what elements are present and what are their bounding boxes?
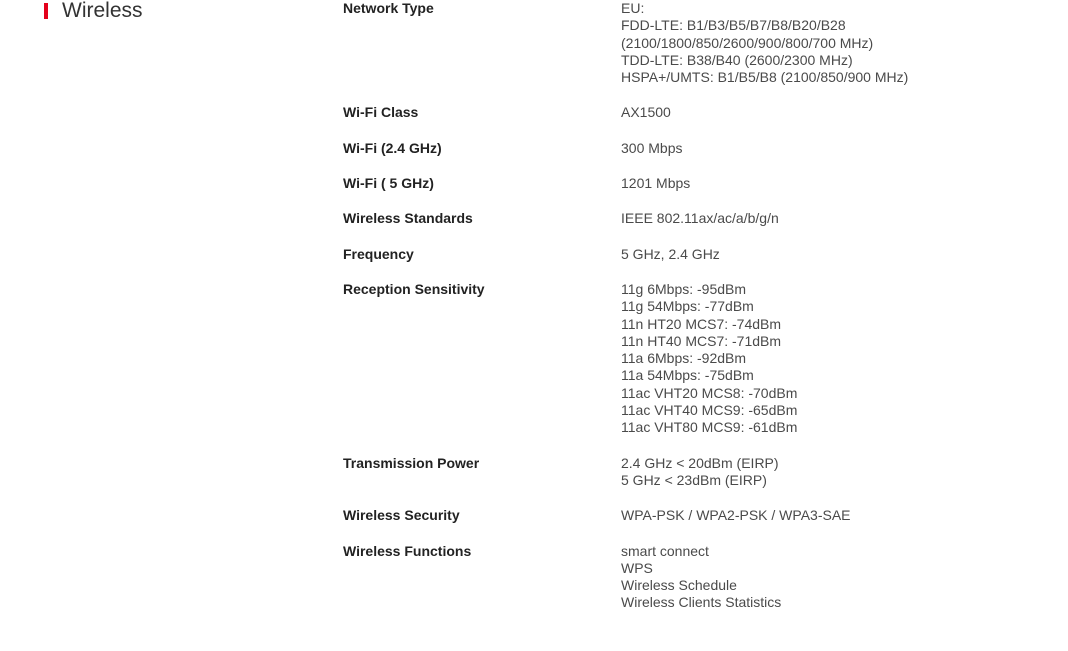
spec-label: Network Type [343, 0, 434, 16]
spec-label: Wi-Fi Class [343, 104, 419, 121]
spec-label: Wireless Standards [343, 210, 473, 227]
spec-values [621, 104, 1043, 121]
spec-values [621, 543, 1043, 612]
spec-value: TDD-LTE: B38/B40 (2600/2300 MHz) [621, 51, 853, 68]
spec-value: 11ac VHT40 MCS9: -65dBm [621, 402, 798, 419]
spec-label: Frequency [343, 245, 414, 262]
spec-value: Wireless Clients Statistics [621, 594, 782, 611]
spec-row [343, 455, 1043, 490]
spec-value: WPS [621, 559, 653, 576]
spec-value: IEEE 802.11ax/ac/a/b/g/n [621, 210, 779, 227]
section-header [44, 0, 143, 22]
spec-values [621, 140, 1043, 157]
spec-value: 2.4 GHz < 20dBm (EIRP) [621, 454, 779, 471]
spec-value: 5 GHz < 23dBm (EIRP) [621, 471, 767, 488]
spec-label: Wireless Security [343, 507, 460, 524]
spec-table [343, 0, 1043, 630]
spec-value: WPA-PSK / WPA2-PSK / WPA3-SAE [621, 507, 851, 524]
spec-value: 11ac VHT20 MCS8: -70dBm [621, 384, 798, 401]
spec-value: HSPA+/UMTS: B1/B5/B8 (2100/850/900 MHz) [621, 69, 909, 86]
spec-value: 11g 6Mbps: -95dBm [621, 280, 747, 297]
spec-value: smart connect [621, 542, 709, 559]
section-title: Wireless [62, 0, 143, 22]
spec-value: 300 Mbps [621, 139, 683, 156]
spec-row [343, 140, 1043, 157]
spec-value: 11n HT40 MCS7: -71dBm [621, 332, 782, 349]
section-accent-bar [44, 3, 48, 19]
spec-row [343, 246, 1043, 263]
spec-values [621, 455, 1043, 490]
spec-row [343, 281, 1043, 437]
spec-values [621, 246, 1043, 263]
spec-values [621, 175, 1043, 192]
spec-row [343, 175, 1043, 192]
spec-label: Wi-Fi ( 5 GHz) [343, 175, 434, 192]
spec-values [621, 281, 1043, 437]
spec-row [343, 507, 1043, 524]
spec-value: 11n HT20 MCS7: -74dBm [621, 315, 782, 332]
spec-row [343, 210, 1043, 227]
spec-value: 1201 Mbps [621, 175, 691, 192]
spec-row [343, 104, 1043, 121]
spec-value: 11a 6Mbps: -92dBm [621, 350, 747, 367]
spec-row [343, 0, 1043, 86]
spec-value: 11a 54Mbps: -75dBm [621, 367, 754, 384]
spec-value: AX1500 [621, 104, 671, 121]
spec-value: 5 GHz, 2.4 GHz [621, 245, 720, 262]
spec-value: EU: [621, 0, 645, 16]
spec-label: Transmission Power [343, 454, 480, 471]
spec-label: Wi-Fi (2.4 GHz) [343, 139, 442, 156]
spec-value: FDD-LTE: B1/B3/B5/B7/B8/B20/B28 [621, 17, 846, 34]
spec-value: Wireless Schedule [621, 577, 737, 594]
spec-values [621, 0, 1043, 86]
spec-value: (2100/1800/850/2600/900/800/700 MHz) [621, 34, 874, 51]
spec-values [621, 507, 1043, 524]
spec-label: Wireless Functions [343, 542, 472, 559]
spec-label: Reception Sensitivity [343, 280, 485, 297]
spec-row [343, 543, 1043, 612]
spec-value: 11g 54Mbps: -77dBm [621, 298, 754, 315]
spec-values [621, 210, 1043, 227]
spec-value: 11ac VHT80 MCS9: -61dBm [621, 419, 798, 436]
